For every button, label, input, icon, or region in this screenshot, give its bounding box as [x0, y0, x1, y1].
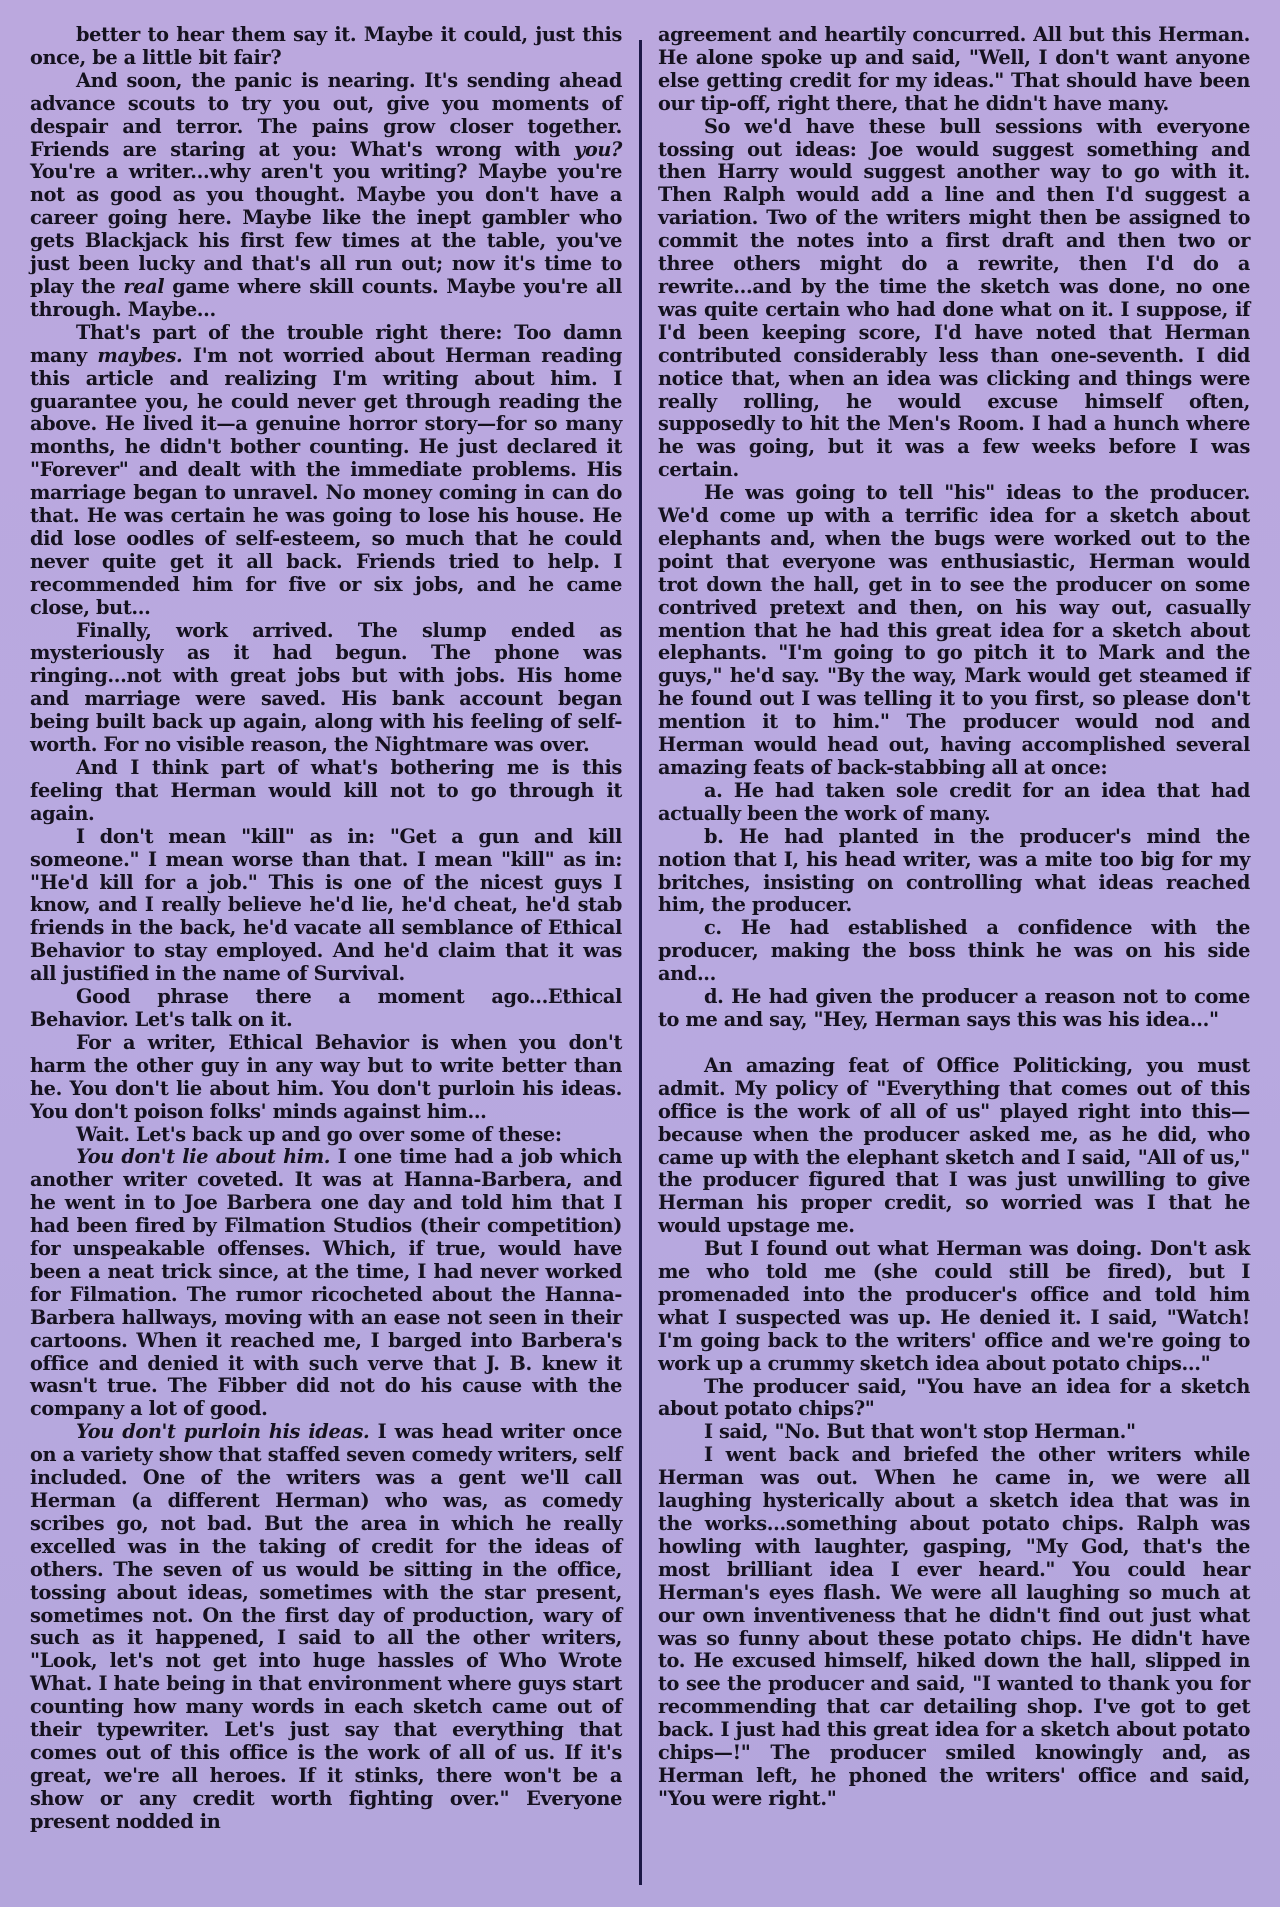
paragraph [30, 620, 622, 757]
paragraph [30, 1146, 622, 1421]
paragraph [658, 917, 1250, 986]
paragraph [30, 24, 622, 70]
text-run: So we'd have these bull sessions with everyone tossing out ideas: Joe would suggest something and then Harry would suggest another way to go with it. Then Ralph would add a line and then I'd suggest a variation. Two of the writers might then be assigned to commit the notes into a first draft and then two or three others might do a rewrite, then I'd do a rewrite...and by the time the sketch was done, no one was quite certain who had done what on it. I suppose, if I'd been keeping score, I'd have noted that Herman contributed considerably less than one-seventh. I did notice that, when an idea was clicking and things were really rolling, he would excuse himself often, supposedly to hit the Men's Room. I had a hunch where he was going, but it was a few weeks before I was certain. [658, 114, 1250, 482]
paragraph [658, 1238, 1250, 1375]
italic-text: You don't lie about him. [76, 1145, 331, 1169]
text-run: a. He had taken sole credit for an idea that had actually been the work of many. [658, 778, 1250, 825]
paragraph [658, 24, 1250, 116]
italic-text: you? [574, 137, 622, 161]
text-run: agreement and heartily concurred. All but this Herman. He alone spoke up and said, "Well, I don't want anyone else getting credit for my ideas." That should have been our tip-off, right there, that he didn't have many. [658, 23, 1250, 115]
left-text-column [30, 24, 622, 1834]
text-run: I don't mean "kill" as in: "Get a gun and kill someone." I mean worse than that. I mean "kill" as in: "He'd kill for a job." This is one of the nicest guys I know, and I really believe he'd lie, he'd cheat, he'd stab friends in the back, he'd vacate all semblance of Ethical Behavior to stay employed. And he'd claim that it was all justified in the name of Survival. [30, 824, 622, 986]
text-run: I'm not worried about Herman reading this article and realizing I'm writing about him. I guarantee you, he could never get through reading the above. He lived it—a genuine horror story—for so many months, he didn't bother counting. He just declared it "Forever" and dealt with the immediate problems. His marriage began to unravel. No money coming in can do that. He was certain he was going to lose his house. He did lose oodles of self-esteem, so much that he could never quite get it all back. Friends tried to help. I recommended him for five or six jobs, and he came close, but... [30, 343, 622, 619]
text-run: You're a writer...why aren't you writing? Maybe you're not as good as you thought. Maybe you don't have a career going here. Maybe like the inept gambler who gets Blackjack his first few times at the table, you've just been lucky and that's all run out; now it's time to play the [30, 160, 622, 298]
text-run: I said, "No. But that won't stop Herman." [704, 1420, 1136, 1444]
text-run: I went back and briefed the other writers while Herman was out. When he came in, we were all laughing hysterically about a sketch idea that was in the works...something about potato chips. Ralph was howling with laughter, gasping, "My God, that's the most brilliant idea I ever heard." You could hear Herman's eyes flash. We were all laughing so much at our own inventiveness that he didn't find out just what was so funny about these potato chips. He didn't have to. He excused himself, hiked down the hall, slipped in to see the producer and said, "I wanted to thank you for recommending that car detailing shop. I've got to get back. I just had this great idea for a sketch about potato chips—!" The producer smiled knowingly and, as Herman left, he phoned the writers' office and said, "You were right." [658, 1443, 1250, 1810]
paragraph [658, 1055, 1250, 1238]
text-run: But I found out what Herman was doing. Don't ask me who told me (she could still be fired), but I promenaded into the producer's office and told him what I suspected was up. He denied it. I said, "Watch! I'm going back to the writers' office and we're going to work up a crummy sketch idea about potato chips..." [658, 1237, 1250, 1375]
text-run: b. He had planted in the producer's mind the notion that I, his head writer, was a mite too big for my britches, insisting on controlling what ideas reached him, the producer. [658, 824, 1250, 917]
text-run: That's part of the trouble right there: Too damn many [30, 320, 622, 367]
text-run: better to hear them say it. Maybe it could, just this once, be a little bit fair? [30, 23, 622, 69]
text-run: For a writer, Ethical Behavior is when you don't harm the other guy in any way but to write better than he. You don't lie about him. You don't purloin his ideas. You don't poison folks' minds against him... [30, 1030, 622, 1123]
text-run: Wait. Let's back up and go over some of these: [76, 1122, 562, 1146]
text-run: And I think part of what's bothering me is this feeling that Herman would kill not to go through it again. [30, 756, 622, 825]
italic-text: real [123, 274, 165, 298]
paragraph [658, 116, 1250, 483]
paragraph [658, 986, 1250, 1032]
paragraph [658, 780, 1250, 826]
paragraph [30, 986, 622, 1032]
paragraph [30, 1124, 622, 1147]
text-run: d. He had given the producer a reason not to come to me and say, "Hey, Herman says this was his idea..." [658, 985, 1250, 1031]
italic-text: maybes. [97, 343, 183, 367]
paragraph [30, 826, 622, 986]
text-run: And soon, the panic is nearing. It's sending ahead advance scouts to try you out, give you moments of despair and terror. The pains grow closer together. Friends are staring at you: What's wrong with [30, 68, 622, 161]
paragraph [30, 757, 622, 826]
text-run: Good phrase there a moment ago...Ethical Behavior. Let's talk on it. [30, 985, 622, 1031]
text-run: c. He had established a confidence with the producer, making the boss think he was on his side and... [658, 916, 1250, 986]
paragraph [30, 1032, 622, 1124]
text-run: He was going to tell "his" ideas to the producer. We'd come up with a terrific idea for a sketch about elephants and, when the bugs were worked out to the point that everyone was enthusiastic, Herman would trot down the hall, get in to see the producer on some contrived pretext and then, on his way out, casually mention that he had this great idea for a sketch about elephants. "I'm going to go pitch it to Mark and the guys," he'd say. "By the way, Mark would get steamed if he found out I was telling it to you first, so please don't mention it to him." The producer would nod and Herman would head out, having accomplished several amazing feats of back-stabbing all at once: [658, 481, 1250, 779]
paragraph [658, 1444, 1250, 1811]
text-run: An amazing feat of Office Politicking, you must admit. My policy of "Everything that comes out of this office is the work of all of us" played right into this—because when the producer asked me, as he did, who came up with the elephant sketch and I said, "All of us," the producer figured that I was just unwilling to give Herman his proper credit, so worried was I that he would upstage me. [658, 1053, 1250, 1238]
column-divider-rule [639, 40, 642, 1885]
paragraph [30, 1421, 622, 1833]
paragraph [30, 322, 622, 620]
text-run: The producer said, "You have an idea for a sketch about potato chips?" [658, 1374, 1250, 1421]
text-run: I one time had a job which another writer coveted. It was at Hanna-Barbera, and he went in to Joe Barbera one day and told him that I had been fired by Filmation Studios (their competition) for unspeakable offenses. Which, if true, would have been a neat trick since, at the time, I had never worked for Filmation. The rumor ricocheted about the Hanna-Barbera hallways, moving with an ease not seen in their cartoons. When it reached me, I barged into Barbera's office and denied it with such verve that J. B. knew it wasn't true. The Fibber did not do his cause with the company a lot of good. [30, 1145, 623, 1421]
paragraph [658, 1376, 1250, 1422]
paragraph [30, 70, 622, 322]
text-run: game where skill counts. Maybe you're all through. Maybe... [30, 274, 622, 321]
text-run: I was head writer once on a variety show that staffed seven comedy writers, self included. One of the writers was a gent we'll call Herman (a different Herman) who was, as comedy scribes go, not bad. But the area in which he really excelled was in the taking of credit for the ideas of others. The seven of us would be sitting in the office, tossing about ideas, sometimes with the star present, sometimes not. On the first day of production, wary of such as it happened, I said to all the other writers, "Look, let's not get into huge hassles of Who Wrote What. I hate being in that environment where guys start counting how many words in each sketch came out of their typewriter. Let's just say that everything that comes out of this office is the work of all of us. If it's great, we're all heroes. If it stinks, there won't be a show or any credit worth fighting over." Everyone present nodded in [30, 1420, 622, 1833]
paragraph [658, 482, 1250, 780]
paragraph [658, 826, 1250, 918]
right-text-column [658, 24, 1250, 1811]
text-run: Finally, work arrived. The slump ended as mysteriously as it had begun. The phone was ringing...not with great jobs but with jobs. His home and marriage were saved. His bank account began being built back up again, along with his feeling of self-worth. For no visible reason, the Nightmare was over. [30, 618, 622, 757]
italic-text: You don't purloin his ideas. [76, 1420, 370, 1444]
paragraph [658, 1421, 1250, 1444]
